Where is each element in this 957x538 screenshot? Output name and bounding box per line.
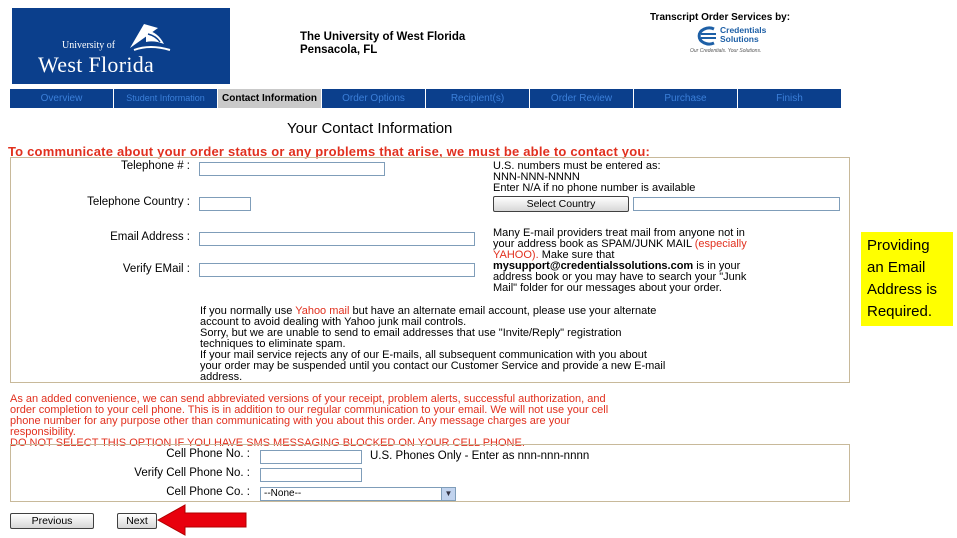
- cell-carrier-select[interactable]: [260, 487, 456, 501]
- order-steps-nav: [10, 89, 842, 108]
- cell-carrier-label: Cell Phone Co. :: [166, 486, 250, 498]
- yahoo-note: If you normally use Yahoo mail but have an alternate email account, please use your alternate account to avoid dealing with Yahoo junk mail controls. Sorry, but we are unable to send to email addresses that use "Invite/Reply" registration techniques to eliminate spam. If your mail service rejects any of our E-mails, all subsequent communication with you about your order may be suspended until you contact our Customer Service and provide a new E-mail address.: [200, 305, 666, 383]
- cell-phone-hint: U.S. Phones Only - Enter as nnn-nnn-nnnn: [370, 450, 590, 462]
- tab-recipients[interactable]: Recipient(s): [426, 89, 530, 108]
- tab-finish[interactable]: Finish: [738, 89, 842, 108]
- telephone-input[interactable]: [199, 162, 385, 176]
- tab-purchase[interactable]: Purchase: [634, 89, 738, 108]
- chevron-down-icon[interactable]: ▼: [441, 488, 455, 500]
- selected-country-input[interactable]: [633, 197, 840, 211]
- previous-button[interactable]: Previous: [10, 513, 94, 529]
- university-name: The University of West Florida Pensacola, FL: [300, 31, 466, 56]
- cell-phone-label: Cell Phone No. :: [166, 448, 250, 460]
- tab-order-review[interactable]: Order Review: [530, 89, 634, 108]
- university-logo: [12, 8, 230, 84]
- email-input[interactable]: [199, 232, 475, 246]
- credentials-c-icon: [692, 26, 718, 46]
- email-required-callout: Providing an Email Address is Required.: [861, 232, 953, 326]
- phone-format-note: U.S. numbers must be entered as: NNN-NNN-NNNN Enter N/A if no phone number is available: [493, 160, 696, 194]
- tab-contact-information[interactable]: Contact Information: [218, 89, 322, 108]
- email-label: Email Address :: [110, 231, 190, 243]
- verify-cell-phone-label: Verify Cell Phone No. :: [134, 467, 250, 479]
- credentials-solutions-logo: Credentials Solutions Our Credentials. Your Solutions.: [690, 25, 767, 54]
- tab-order-options[interactable]: Order Options: [322, 89, 426, 108]
- tab-student-information[interactable]: Student Information: [114, 89, 218, 108]
- verify-email-input[interactable]: [199, 263, 475, 277]
- spam-note: Many E-mail providers treat mail from anyone not in your address book as SPAM/JUNK MAIL (especially YAHOO). Make sure that mysupport@credentialssolutions.com is in your address book or you may have to search your "Junk Mail" folder for our messages about your order.: [493, 227, 747, 294]
- cell-phone-input[interactable]: [260, 450, 362, 464]
- cell-carrier-selected: --None--: [264, 488, 302, 499]
- telephone-country-label: Telephone Country :: [87, 196, 190, 208]
- next-button[interactable]: Next: [117, 513, 157, 529]
- select-country-button[interactable]: Select Country: [493, 196, 629, 212]
- telephone-country-input[interactable]: [199, 197, 251, 211]
- shell-emblem-icon: [124, 20, 172, 52]
- telephone-label: Telephone # :: [120, 160, 190, 172]
- verify-email-label: Verify EMail :: [122, 263, 190, 275]
- logo-small-text: University of: [62, 40, 116, 51]
- red-arrow-icon: [155, 502, 250, 538]
- logo-big-text: West Florida: [38, 52, 155, 77]
- page-title: Your Contact Information: [287, 120, 453, 137]
- verify-cell-phone-input[interactable]: [260, 468, 362, 482]
- tab-overview[interactable]: Overview: [10, 89, 114, 108]
- contact-warning: To communicate about your order status or any problems that arise, we must be able to contact you:: [8, 144, 651, 159]
- sms-notice: As an added convenience, we can send abbreviated versions of your receipt, problem alerts, successful authorization, and order completion to your cell phone. This is in addition to our regular communication to your email. We will not use your cell phone number for any purpose other than communicating with you about this order. Any message charges are your responsibility. DO NOT SELECT THIS OPTION IF YOU HAVE SMS MESSAGING BLOCKED ON YOUR CELL PHONE.: [10, 393, 609, 449]
- transcript-services-label: Transcript Order Services by:: [650, 12, 791, 23]
